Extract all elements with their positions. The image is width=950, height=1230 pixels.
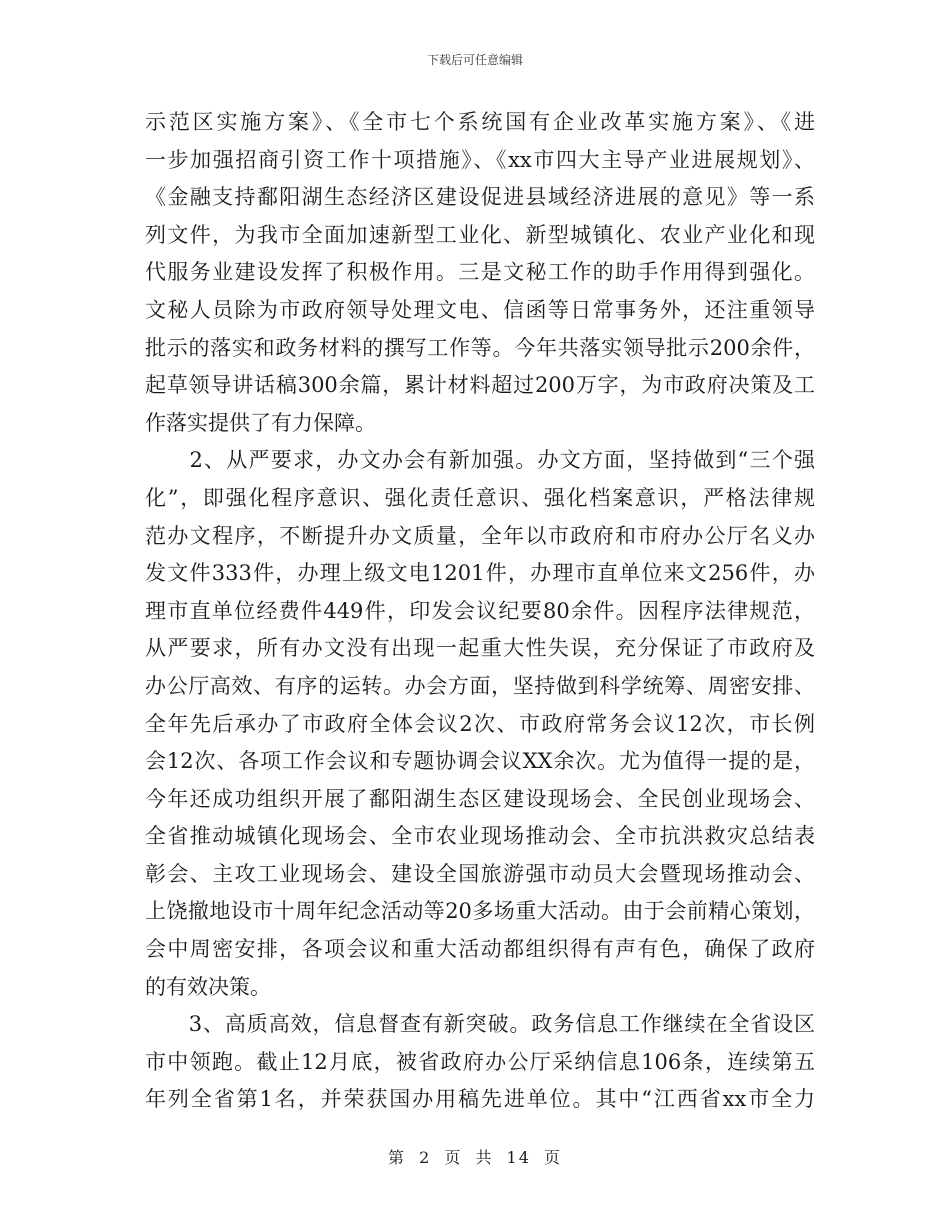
- text-line: 示范区实施方案》、《全市七个系统国有企业改革实施方案》、《进: [145, 110, 815, 134]
- text-line: 发文件333件，办理上级文电1201件，办理市直单位来文256件，办: [145, 561, 815, 586]
- text-line: 起草领导讲话稿300余篇，累计材料超过200万字，为市政府决策及工: [145, 373, 815, 398]
- paragraph-1: [145, 104, 815, 442]
- text-line: 代服务业建设发挥了积极作用。三是文秘工作的助手作用得到强化。: [145, 260, 815, 285]
- text-line: 会中周密安排，各项会议和重大活动都组织得有声有色，确保了政府: [145, 937, 815, 962]
- text-line: 3、高质高效，信息督查有新突破。政务信息工作继续在全省设区: [145, 1012, 815, 1037]
- document-body: [145, 104, 815, 1119]
- text-line: 《金融支持鄱阳湖生态经济区建设促进县域经济进展的意见》等一系: [145, 185, 815, 210]
- page-header: 下载后可任意编辑: [426, 53, 523, 67]
- paragraph-2: [145, 442, 815, 1006]
- text-line: 范办文程序，不断提升办文质量，全年以市政府和市府办公厅名义办: [145, 523, 815, 548]
- text-line: 批示的落实和政务材料的撰写工作等。今年共落实领导批示200余件，: [145, 335, 815, 360]
- text-line: 彰会、主攻工业现场会、建设全国旅游强市动员大会暨现场推动会、: [145, 861, 815, 886]
- text-line: 办公厅高效、有序的运转。办会方面，坚持做到科学统筹、周密安排、: [145, 673, 815, 698]
- page-footer: 第 2 页 共 14 页: [388, 1148, 562, 1167]
- text-line: 2、从严要求，办文办会有新加强。办文方面，坚持做到“三个强: [145, 448, 815, 473]
- text-line: 会12次、各项工作会议和专题协调会议XX余次。尤为值得一提的是，: [145, 749, 815, 774]
- text-line: 列文件，为我市全面加速新型工业化、新型城镇化、农业产业化和现: [145, 222, 815, 247]
- text-line-last: 作落实提供了有力保障。: [145, 410, 376, 435]
- text-line: 上饶撤地设市十周年纪念活动等20多场重大活动。由于会前精心策划，: [145, 899, 815, 924]
- text-line: 年列全省第1名，并荣获国办用稿先进单位。其中“江西省xx市全力: [145, 1087, 815, 1112]
- text-line-last: 的有效决策。: [145, 974, 271, 999]
- text-line: 一步加强招商引资工作十项措施》、《xx市四大主导产业进展规划》、: [145, 147, 815, 172]
- text-line: 全省推动城镇化现场会、全市农业现场推动会、全市抗洪救灾总结表: [145, 824, 815, 849]
- text-line: 市中领跑。截止12月底，被省政府办公厅采纳信息106条，连续第五: [145, 1049, 815, 1074]
- paragraph-3: [145, 1006, 815, 1119]
- text-line: 化”，即强化程序意识、强化责任意识、强化档案意识，严格法律规: [145, 485, 815, 510]
- text-line: 全年先后承办了市政府全体会议2次、市政府常务会议12次，市长例: [145, 711, 815, 736]
- text-line: 文秘人员除为市政府领导处理文电、信函等日常事务外，还注重领导: [145, 297, 815, 322]
- text-line: 今年还成功组织开展了鄱阳湖生态区建设现场会、全民创业现场会、: [145, 786, 815, 811]
- text-line: 理市直单位经费件449件，印发会议纪要80余件。因程序法律规范，: [145, 598, 815, 623]
- text-line: 从严要求，所有办文没有出现一起重大性失误，充分保证了市政府及: [145, 636, 815, 661]
